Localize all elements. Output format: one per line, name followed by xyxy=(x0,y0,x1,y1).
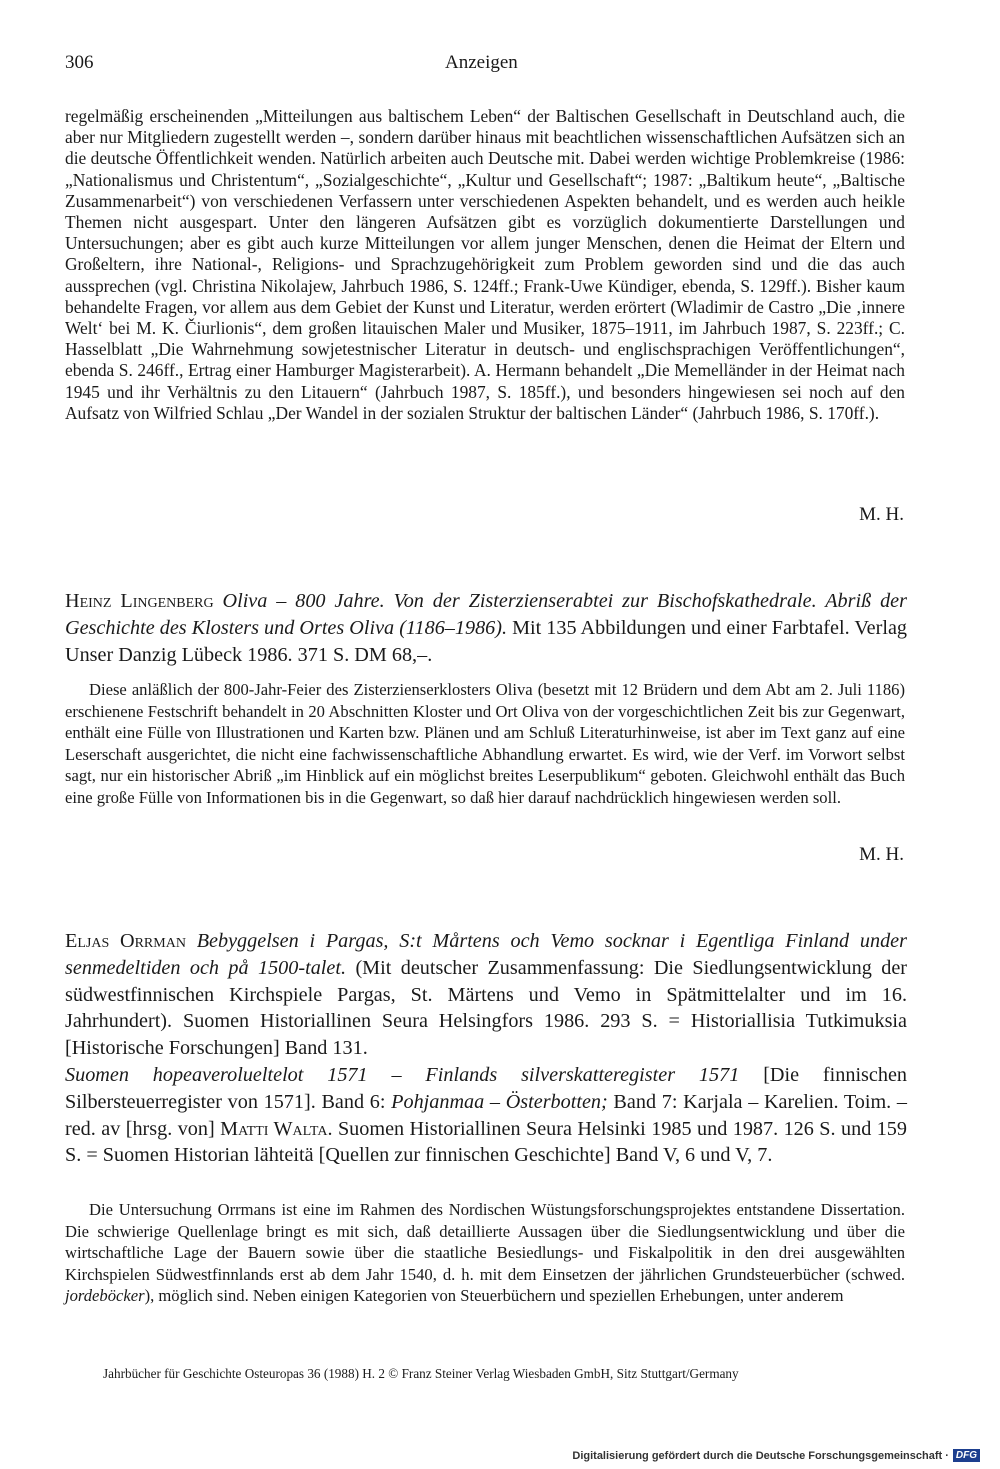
journal-footer: Jahrbücher für Geschichte Osteuropas 36 (1988) H. 2 © Franz Steiner Verlag Wiesbaden GmbH, Sitz Stuttgart/Germany xyxy=(103,1366,739,1381)
editor-name: Matti Walta xyxy=(220,1117,328,1140)
dfg-funding-note xyxy=(572,1449,980,1462)
second-book-title: Suomen hopeaverolueltelot 1571 – Finlands silverskatteregister 1571 xyxy=(65,1063,740,1086)
author-last-name: Orrman xyxy=(120,930,186,952)
page-number: 306 xyxy=(65,52,94,73)
bibliographic-entry xyxy=(65,928,907,1169)
second-book-details: Band 7: Karjala – Karelien. Toim. – red. av [hrsg. von] xyxy=(65,1090,907,1140)
dfg-text: Digitalisierung gefördert durch die Deutsche Forschungsgemeinschaft · xyxy=(572,1449,949,1462)
book-title: Oliva – 800 Jahre. Von der Zisterzienserabtei zur Bischofskathedrale. Abriß der Geschichte des Klosters und Ortes Oliva (1186–1986). xyxy=(65,590,907,639)
second-book-details: [Die finnischen Silbersteuerregister von 1571]. Band 6: xyxy=(65,1063,908,1113)
book-title: Bebyggelsen i Pargas, S:t Mårtens och Vemo socknar i Egentliga Finland under senmedeltiden och på 1500-talet. xyxy=(65,930,907,979)
review-italic-term: jordeböcker xyxy=(65,1286,145,1306)
author-first-name: Heinz xyxy=(65,590,112,612)
dfg-logo: DFG xyxy=(953,1449,980,1462)
review-text: Diese anläßlich der 800-Jahr-Feier des Zisterzienserklosters Oliva (besetzt mit 12 Brüdern und dem Abt am 2. Juli 1186) erschienene Festschrift behandelt in 20 Abschnitten Kloster und Ort Oliva von der vorgeschichtlichen Zeit bis zur Gegenwart, enthält eine Fülle von Illustrationen und Karten bzw. Plänen und am Schluß Literaturhinweise, ist aber im Text ganz auf eine Leserschaft ausgerichtet, die nicht eine fachwissenschaftliche Abhandlung erwartet. Es wird, wie der Verf. im Vorwort selbst sagt, nur ein historischer Abriß „im Hinblick auf ein möglichst breites Leserpublikum“ geboten. Gleichwohl enthält das Buch eine große Fülle von Informationen bis in die Gegenwart, so daß hier darauf nachdrücklich hingewiesen werden soll. xyxy=(65,680,905,807)
review-continuation: regelmäßig erscheinenden „Mitteilungen aus baltischem Leben“ der Baltischen Gesellschaft in Deutschland auch, die aber nur Mitgliedern zugestellt werden –, sondern darüber hinaus mit beachtlichen wissenschaftlichen Aufsätzen sich an die deutsche Öffentlichkeit wenden. Natürlich arbeiten auch Deutsche mit. Dabei werden wichtige Problemkreise (1986: „Nationalismus und Christentum“, „Sozialgeschichte“, „Kultur und Gesellschaft“; 1987: „Baltikum heute“, „Baltische Zusammenarbeit“) von verschiedenen Verfassern unter verschiedenen Aspekten behandelt, und es werden auch heikle Themen nicht ausgespart. Unter den längeren Aufsätzen gibt es vorzüglich dokumentierte Darstellungen und Untersuchungen; aber es gibt auch kurze Mitteilungen vor allem junger Menschen, denen die Heimat der Eltern und Großeltern, ihre National-, Religions- und Sprachzugehörigkeit zum Problem geworden sind und die das auch aussprechen (vgl. Christina Nikolajew, Jahrbuch 1986, S. 124ff.; Frank-Uwe Kündiger, ebenda, S. 129ff.). Bisher kaum behandelte Fragen, vor allem aus dem Gebiet der Kunst und Literatur, werden erörtert (Wladimir de Castro „Die ‚innere Welt‘ bei M. K. Čiurlionis“, dem großen litauischen Maler und Musiker, 1875–1911, im Jahrbuch 1987, S. 223ff.; C. Hasselblatt „Die Wahrnehmung sowjetestnischer Literatur in deutsch- und englischsprachigen Veröffentlichungen“, ebenda S. 246ff., Ertrag einer Hamburger Magisterarbeit). A. Hermann behandelt „Die Memelländer in der Heimat nach 1945 und ihr Verhältnis zu den Litauern“ (Jahrbuch 1987, S. 185ff.), und besonders hingewiesen sei noch auf den Aufsatz von Wilfried Schlau „Der Wandel in der sozialen Struktur der baltischen Länder“ (Jahrbuch 1986, S. 170ff.). xyxy=(65,106,905,423)
second-book-details: . Suomen Historiallinen Seura Helsinki 1985 und 1987. 126 S. und 159 S. = Suomen Historian lähteitä [Quellen zur finnischen Geschichte] Band V, 6 und V, 7. xyxy=(65,1117,907,1167)
review-text-part: ), möglich sind. Neben einigen Kategorien von Steuerbüchern und speziellen Erhebungen, unter anderem xyxy=(144,1286,844,1306)
bibliographic-entry xyxy=(65,588,907,668)
book-details: (Mit deutscher Zusammenfassung: Die Siedlungsentwicklung der südwestfinnischen Kirchspiele Pargas, St. Märtens und Vemo in Spätmittelalter und im 16. Jahrhundert). Suomen Historiallinen Seura Helsingfors 1986. 293 S. = Historiallisia Tutkimuksia [Historische Forschungen] Band 131. xyxy=(65,956,907,1060)
band-six-title: Pohjanmaa – Österbotten; xyxy=(391,1090,608,1113)
author-first-name: Eljas xyxy=(65,930,110,952)
review-text-part: Die Untersuchung Orrmans ist eine im Rahmen des Nordischen Wüstungsforschungsprojektes entstandene Dissertation. Die schwierige Quellenlage bringt es mit sich, daß detaillierte Aussagen über die Siedlungsentwicklung und über die wirtschaftliche Lage der Bauern sowie über die staatliche Besiedlungs- und Fiskalpolitik in den drei ausgewählten Kirchspielen Südwestfinnlands erst ab dem Jahr 1540, d. h. mit dem Einsetzen der jährlichen Grundsteuerbücher (schwed. xyxy=(65,1200,905,1284)
review-signature: M. H. xyxy=(859,844,904,865)
author-last-name: Lingenberg xyxy=(120,590,214,612)
review-text xyxy=(65,1199,905,1307)
review-signature: M. H. xyxy=(859,504,904,525)
book-details: Mit 135 Abbildungen und einer Farbtafel. Verlag Unser Danzig Lübeck 1986. 371 S. DM 68,–. xyxy=(65,616,908,666)
running-title: Anzeigen xyxy=(445,52,518,73)
